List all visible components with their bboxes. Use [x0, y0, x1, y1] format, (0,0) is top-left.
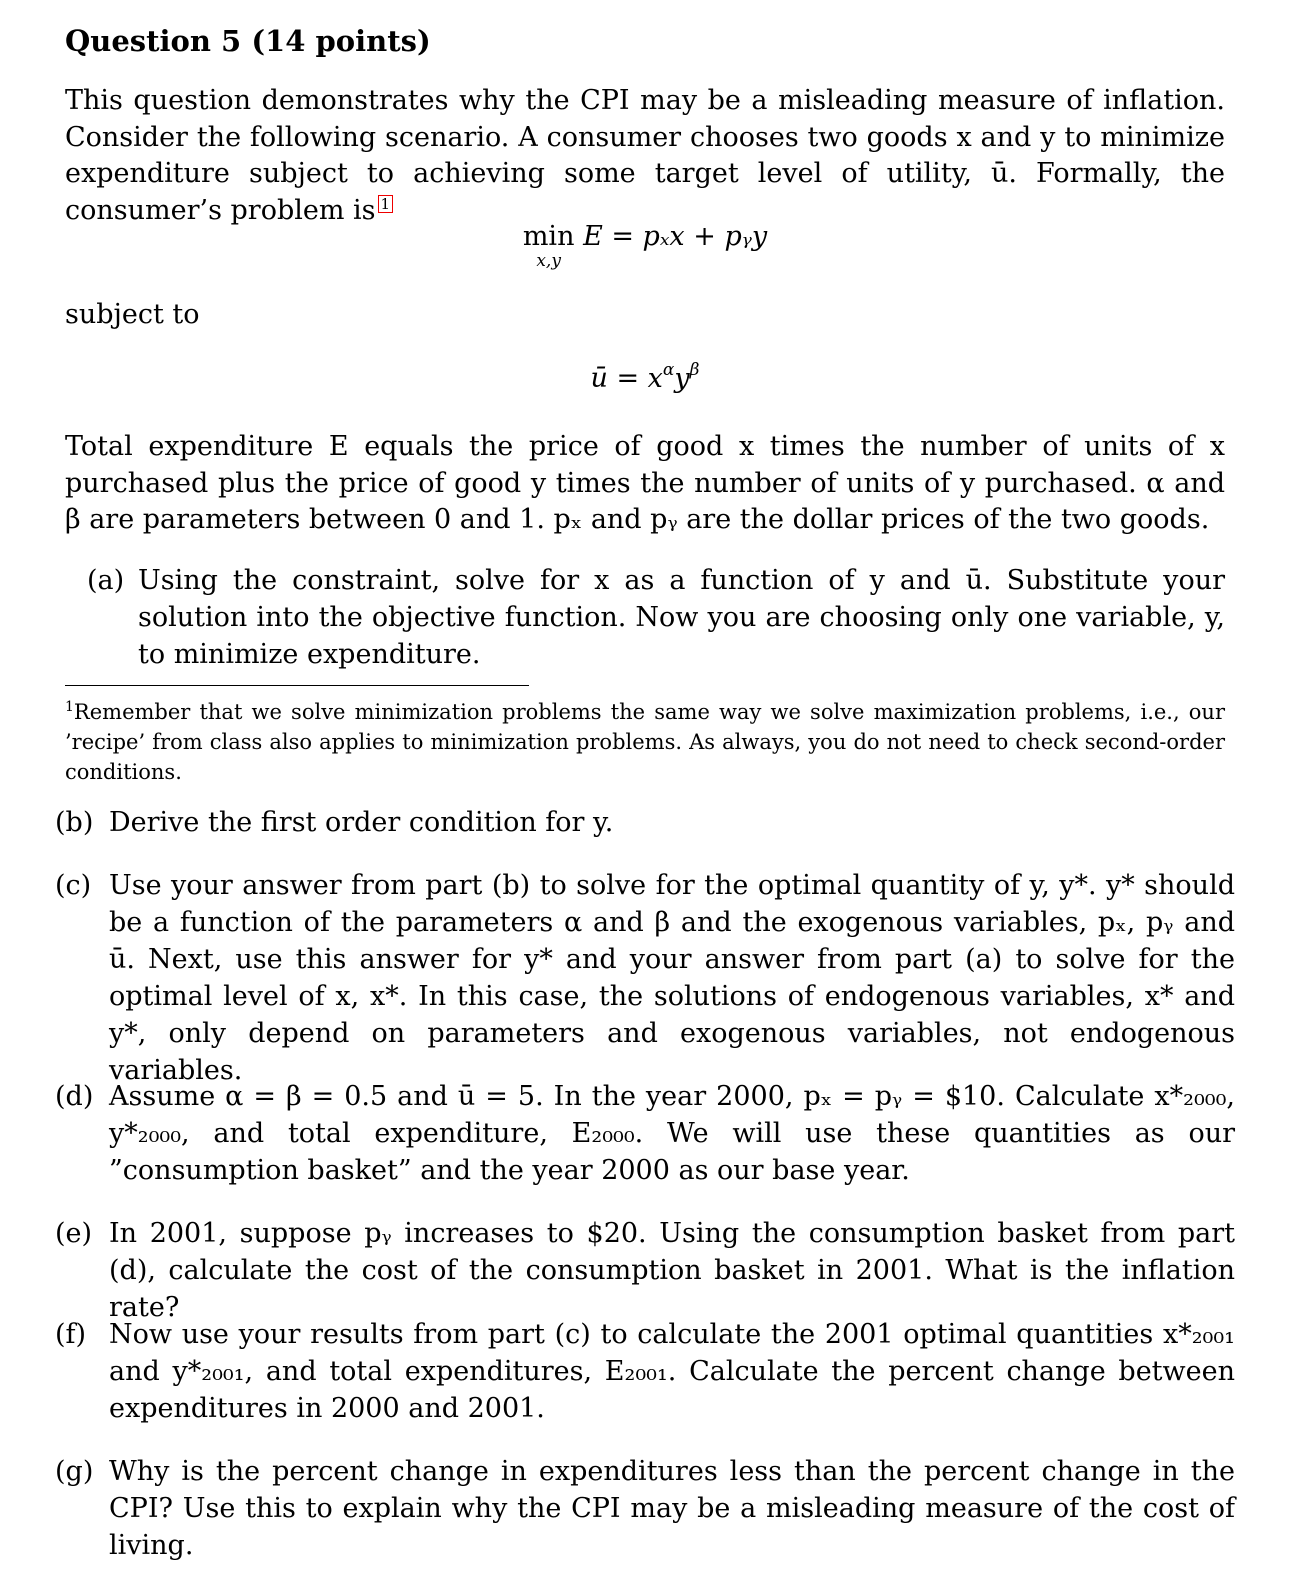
objective-expression: E = pₓx + pᵧy: [583, 221, 768, 252]
question-title: Question 5 (14 points): [65, 24, 431, 58]
constraint-y: y: [674, 363, 690, 394]
subject-to-label: subject to: [65, 299, 200, 330]
constraint-beta: β: [689, 360, 700, 380]
intro-text: This question demonstrates why the CPI may be a misleading measure of inflation. Consider the following scenario. A consumer chooses two goods x and y to minimize expenditure subject to achieving some target level of utility, ū. Formally, the consumer’s problem is: [65, 85, 1225, 226]
part-text: Assume α = β = 0.5 and ū = 5. In the year 2000, pₓ = pᵧ = $10. Calculate x*₂₀₀₀, y*₂₀₀₀, and total expenditure, E₂₀₀₀. We will use these quantities as our ”consumption basket” and the year 2000 as our base year.: [109, 1081, 1235, 1186]
part-text: Now use your results from part (c) to calculate the 2001 optimal quantities x*₂₀₀₁ and y*₂₀₀₁, and total expenditures, E₂₀₀₁. Calculate the percent change between expenditures in 2000 and 2001.: [109, 1319, 1235, 1424]
objective-equation: [0, 222, 1290, 270]
part-g: [55, 1453, 1235, 1564]
footnote-link[interactable]: 1: [378, 195, 394, 213]
constraint-equation: [0, 360, 1290, 394]
part-label: (a): [87, 565, 125, 596]
part-e: [55, 1215, 1235, 1326]
part-f: [55, 1316, 1235, 1427]
part-text: Using the constraint, solve for x as a function of y and ū. Substitute your solution into the objective function. Now you are choosing only one variable, y, to minimize expenditure.: [138, 565, 1225, 670]
explanation-paragraph: Total expenditure E equals the price of good x times the number of units of x purchased plus the price of good y times the number of units of y purchased. α and β are parameters between 0 and 1. pₓ and pᵧ are the dollar prices of the two goods.: [65, 431, 1225, 535]
part-label: (d): [55, 1081, 94, 1112]
footnote-divider: [65, 685, 529, 686]
part-a: [87, 562, 1225, 673]
min-subscript: x,y: [536, 251, 561, 271]
part-text: Derive the first order condition for y.: [109, 807, 614, 838]
footnote: [65, 692, 1225, 787]
part-d: [55, 1078, 1235, 1189]
intro-paragraph: [65, 83, 1225, 229]
part-label: (c): [55, 870, 92, 901]
part-label: (b): [55, 807, 94, 838]
min-operator: min: [522, 221, 575, 252]
part-text: Use your answer from part (b) to solve for the optimal quantity of y, y*. y* should be a function of the parameters α and β and the exogenous variables, pₓ, pᵧ and ū. Next, use this answer for y* and your answer from part (a) to solve for the optimal level of x, x*. In this case, the solutions of endogenous variables, x* and y*, only depend on parameters and exogenous variables, not endogenous variables.: [109, 870, 1235, 1086]
part-c: [55, 867, 1235, 1089]
constraint-alpha: α: [662, 360, 675, 380]
part-b: [55, 804, 1235, 841]
part-label: (e): [55, 1218, 93, 1249]
footnote-text: Remember that we solve minimization problems the same way we solve maximization problems, i.e., our ’recipe’ from class also applies to minimization problems. As always, you do not need to check second-order conditions.: [65, 700, 1225, 784]
part-text: In 2001, suppose pᵧ increases to $20. Using the consumption basket from part (d), calculate the cost of the consumption basket in 2001. What is the inflation rate?: [109, 1218, 1235, 1323]
part-label: (f): [55, 1319, 87, 1350]
part-text: Why is the percent change in expenditures less than the percent change in the CPI? Use this to explain why the CPI may be a misleading measure of the cost of living.: [109, 1456, 1235, 1561]
constraint-lhs: ū = x: [590, 363, 663, 394]
part-label: (g): [55, 1456, 94, 1487]
footnote-marker: 1: [65, 699, 74, 715]
